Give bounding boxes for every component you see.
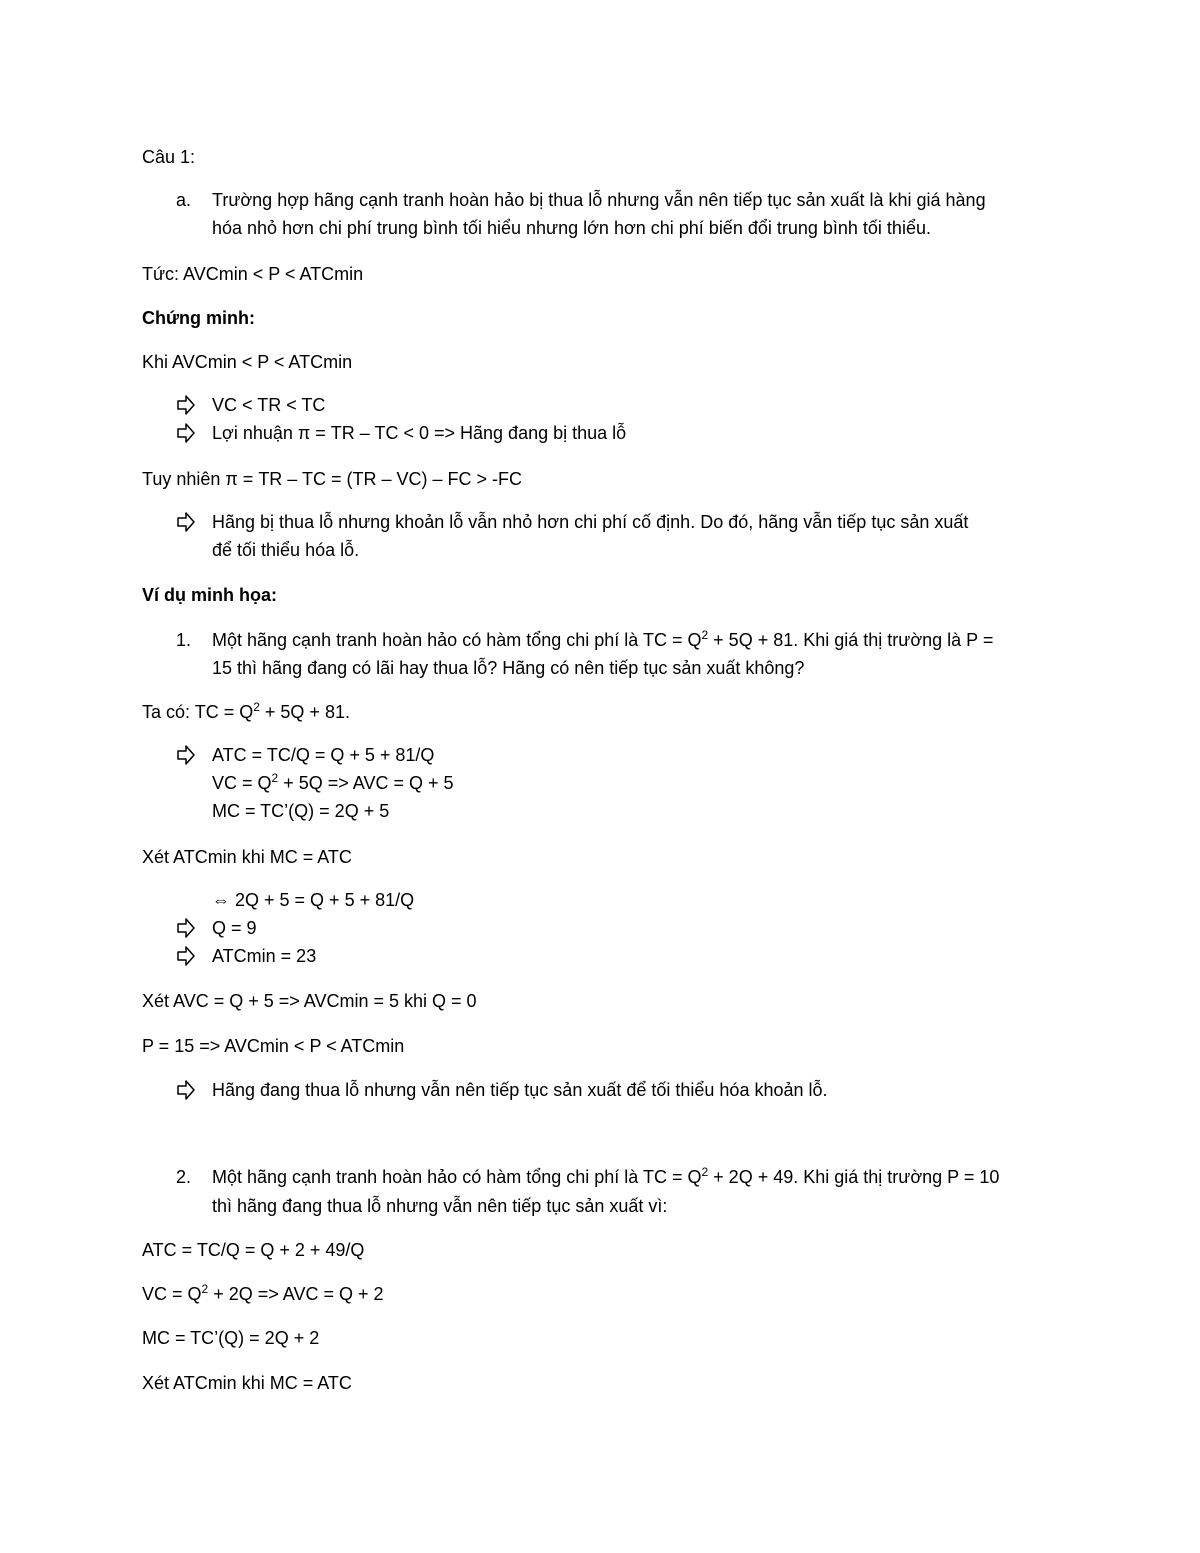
arrow-right-icon	[176, 916, 196, 940]
proof-condition: Khi AVCmin < P < ATCmin	[142, 352, 353, 372]
question-heading: Câu 1:	[142, 147, 196, 167]
list-marker-1: 1.	[176, 630, 192, 650]
proof-heading: Chứng minh:	[142, 308, 256, 328]
formula-mc: MC = TC’(Q) = 2Q + 5	[212, 801, 390, 821]
arrow-right-icon	[176, 421, 196, 445]
example-1-line-2: 15 thì hãng đang có lãi hay thua lỗ? Hãng có nên tiếp tục sản xuất không?	[212, 658, 805, 678]
list-marker-2: 2.	[176, 1167, 192, 1187]
arrow-right-icon	[176, 1078, 196, 1102]
equivalence-text: ⇔ 2Q + 5 = Q + 5 + 81/Q	[212, 890, 415, 910]
result-q: Q = 9	[212, 918, 257, 938]
consider-text: Xét ATCmin khi MC = ATC	[142, 847, 352, 867]
result-atcmin: ATCmin = 23	[212, 946, 317, 966]
however-text: Tuy nhiên π = TR – TC = (TR – VC) – FC > -FC	[142, 469, 523, 489]
arrow-right-icon	[176, 743, 196, 767]
consider-avc-text: Xét AVC = Q + 5 => AVCmin = 5 khi Q = 0	[142, 991, 477, 1011]
example-1-line-1: Một hãng cạnh tranh hoàn hảo có hàm tổng chi phí là TC = $Q^2 + 5Q + 81$. Khi giá thị trường là P =	[212, 628, 994, 650]
formula-vc-2: VC = $Q^2 + 2Q$ => AVC = Q + 2	[142, 1282, 384, 1304]
given-text: Ta có: TC = $Q^2 + 5Q + 81$.	[142, 700, 350, 722]
arrow-right-icon	[176, 510, 196, 534]
bullet-text-continued: để tối thiểu hóa lỗ.	[212, 540, 360, 560]
paragraph-a-line-2: hóa nhỏ hơn chi phí trung bình tối hiểu nhưng lớn hơn chi phí biến đổi trung bình tối thiểu.	[212, 218, 931, 238]
example-heading: Ví dụ minh họa:	[142, 585, 277, 605]
consider-text-2: Xét ATCmin khi MC = ATC	[142, 1373, 352, 1393]
paragraph-a-line-1: Trường hợp hãng cạnh tranh hoàn hảo bị thua lỗ nhưng vẫn nên tiếp tục sản xuất là khi giá hàng	[212, 190, 986, 210]
bullet-text: Hãng bị thua lỗ nhưng khoản lỗ vẫn nhỏ hơn chi phí cố định. Do đó, hãng vẫn tiếp tục sản xuất	[212, 512, 969, 532]
formula-mc-2: MC = TC’(Q) = 2Q + 2	[142, 1328, 320, 1348]
condition-text: Tức: AVCmin < P < ATCmin	[142, 264, 364, 284]
formula-vc: VC = $Q^2 + 5Q$ => AVC = Q + 5	[212, 771, 454, 793]
arrow-right-icon	[176, 393, 196, 417]
example-2-line-1: Một hãng cạnh tranh hoàn hảo có hàm tổng chi phí là TC = $Q^2 + 2Q + 49$. Khi giá thị trường P = 10	[212, 1165, 1000, 1187]
conclusion-text: Hãng đang thua lỗ nhưng vẫn nên tiếp tục sản xuất để tối thiểu hóa khoản lỗ.	[212, 1080, 828, 1100]
formula-atc-2: ATC = TC/Q = Q + 2 + 49/Q	[142, 1240, 365, 1260]
price-comparison-text: P = 15 => AVCmin < P < ATCmin	[142, 1036, 405, 1056]
bullet-text: VC < TR < TC	[212, 395, 326, 415]
example-2-line-2: thì hãng đang thua lỗ nhưng vẫn nên tiếp tục sản xuất vì:	[212, 1196, 668, 1216]
arrow-right-icon	[176, 944, 196, 968]
bullet-text: Lợi nhuận π = TR – TC < 0 => Hãng đang bị thua lỗ	[212, 423, 627, 443]
formula-atc: ATC = TC/Q = Q + 5 + 81/Q	[212, 745, 435, 765]
list-marker-a: a.	[176, 190, 192, 210]
